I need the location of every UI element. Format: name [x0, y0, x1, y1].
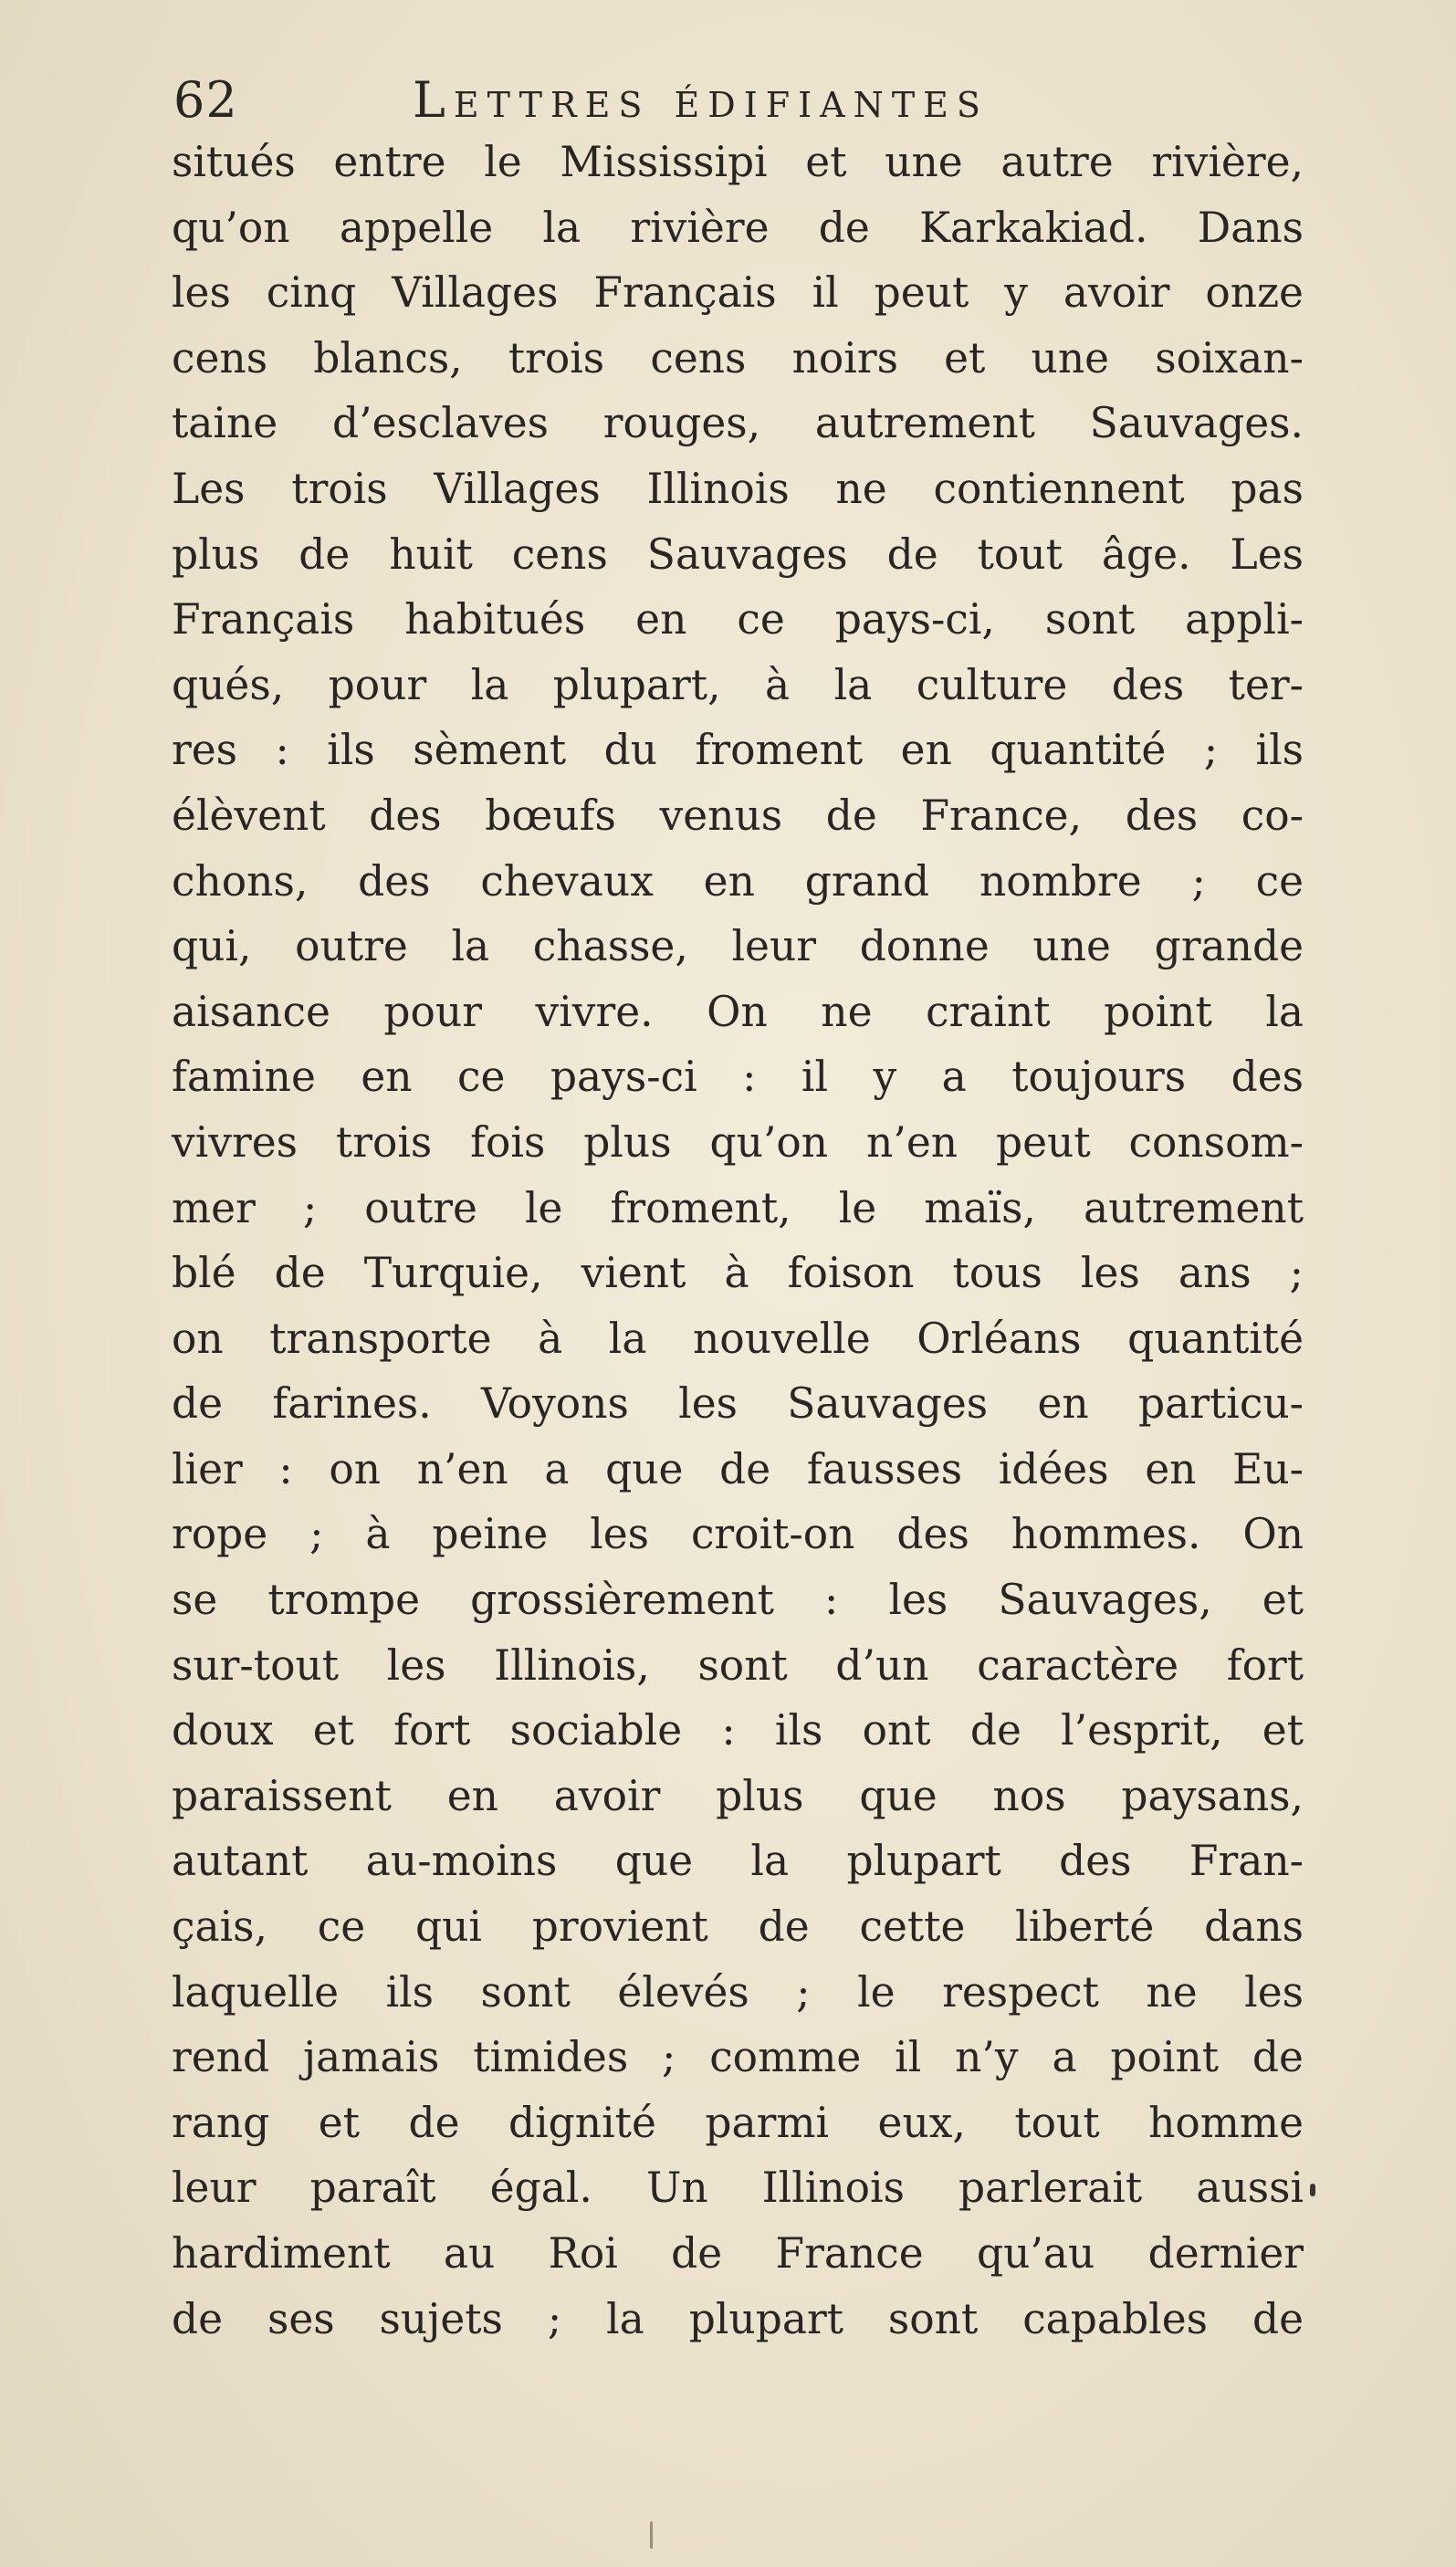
text-line: famine en ce pays-ci : il y a toujours des [172, 1053, 1304, 1102]
text-line: Français habitués en ce pays-ci, sont appli- [172, 595, 1304, 644]
text-line: sur-tout les Illinois, sont d’un caractère fort [172, 1640, 1304, 1690]
text-line: blé de Turquie, vient à foison tous les ans ; [172, 1249, 1304, 1298]
body-text [172, 130, 1304, 2352]
text-line: cens blancs, trois cens noirs et une soixan- [172, 333, 1304, 382]
page-number: 62 [173, 71, 238, 129]
text-line: se trompe grossièrement : les Sauvages, et [172, 1576, 1304, 1625]
text-line: leur paraît égal. Un Illinois parlerait aussi [172, 2164, 1304, 2213]
text-line: mer ; outre le froment, le maïs, autrement [172, 1183, 1304, 1232]
text-line: rend jamais timides ; comme il n’y a point de [172, 2033, 1304, 2082]
text-line: lier : on n’en a que de fausses idées en Eu- [172, 1444, 1304, 1493]
text-line: taine d’esclaves rouges, autrement Sauvages. [172, 399, 1304, 448]
text-line: chons, des chevaux en grand nombre ; ce [172, 856, 1304, 906]
text-line: doux et fort sociable : ils ont de l’esprit, et [172, 1706, 1304, 1755]
text-line: çais, ce qui provient de cette liberté dans [172, 1902, 1304, 1952]
text-line: aisance pour vivre. On ne craint point la [172, 987, 1304, 1036]
text-line: vivres trois fois plus qu’on n’en peut consom- [172, 1117, 1304, 1167]
text-line: situés entre le Mississipi et une autre rivière, [172, 138, 1304, 186]
text-line: hardiment au Roi de France qu’au dernier [172, 2229, 1304, 2278]
text-line: de farines. Voyons les Sauvages en particu- [172, 1379, 1304, 1429]
text-line: paraissent en avoir plus que nos paysans, [172, 1771, 1304, 1820]
running-title: Lettres édifiantes [413, 71, 989, 129]
text-line: les cinq Villages Français il peut y avoir onze [172, 268, 1304, 318]
text-line: qués, pour la plupart, à la culture des ter- [172, 660, 1304, 709]
text-line: de ses sujets ; la plupart sont capables de [172, 2294, 1304, 2343]
text-line: rang et de dignité parmi eux, tout homme [172, 2098, 1304, 2147]
text-line: qui, outre la chasse, leur donne une grande [172, 922, 1304, 971]
text-line: rope ; à peine les croit-on des hommes. On [172, 1510, 1304, 1559]
ink-speck [1310, 2184, 1315, 2196]
text-line: on transporte à la nouvelle Orléans quantité [172, 1314, 1304, 1363]
text-line: res : ils sèment du froment en quantité ; ils [172, 726, 1304, 775]
text-line: élèvent des bœufs venus de France, des co- [172, 791, 1304, 840]
ink-speck [650, 2521, 653, 2549]
text-line: qu’on appelle la rivière de Karkakiad. Dans [172, 203, 1304, 252]
text-line: laquelle ils sont élevés ; le respect ne les [172, 1967, 1304, 2017]
text-line: Les trois Villages Illinois ne contiennent pas [172, 464, 1304, 513]
text-line: autant au-moins que la plupart des Fran- [172, 1837, 1304, 1886]
text-line: plus de huit cens Sauvages de tout âge. Les [172, 529, 1304, 579]
